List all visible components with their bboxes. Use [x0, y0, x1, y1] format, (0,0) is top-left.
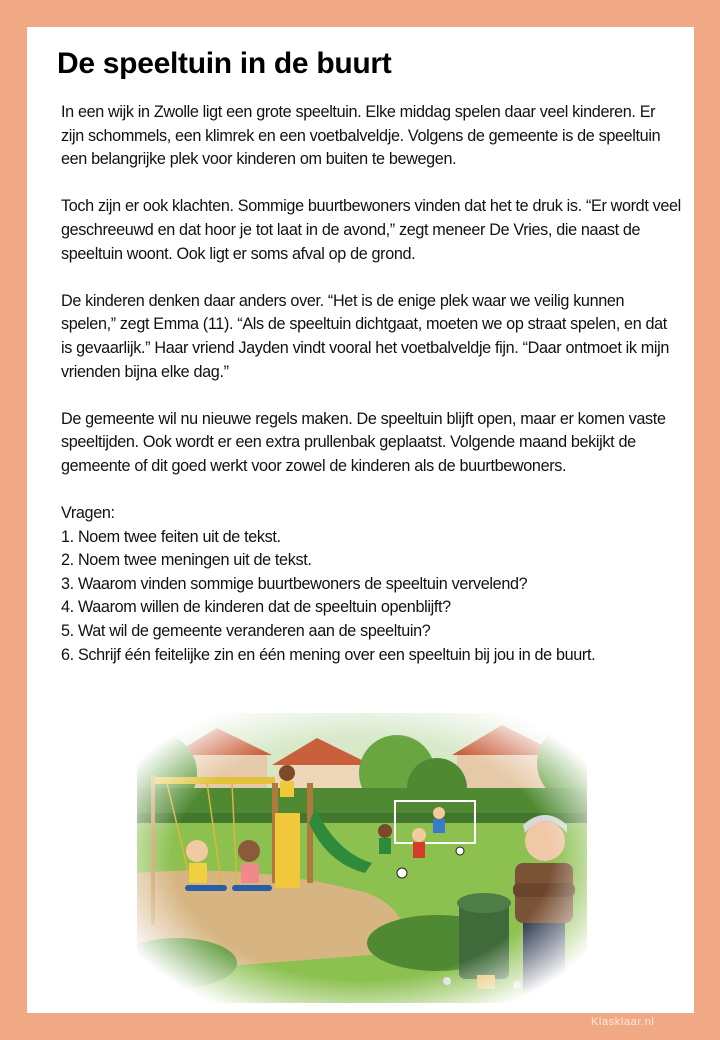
- paragraph-children: De kinderen denken daar anders over. “Het is de enige plek waar we veilig kunnen spelen,” zegt Emma (11). “Als de speeltuin dichtgaat, moeten we op straat spelen, en dat is gevaarlijk.” Haar vriend Jayden vindt vooral het voetbalveldje fijn. “Daar ontmoet ik mijn vrienden bijna elke dag.”: [61, 291, 670, 381]
- questions-heading: Vragen:: [61, 504, 115, 523]
- paragraph-intro: In een wijk in Zwolle ligt een grote speeltuin. Elke middag spelen daar veel kinderen. Er zijn schommels, een klimrek en een voetbalveldje. Volgens de gemeente is de speeltuin een belangrijke plek voor kinderen om buiten te bewegen.: [61, 103, 661, 169]
- worksheet-panel: [27, 27, 694, 1013]
- question-item: 2. Noem twee meningen uit de tekst.: [61, 551, 312, 570]
- brand-footer: Klasklaar.nl: [591, 1016, 655, 1028]
- question-item: 4. Waarom willen de kinderen dat de speeltuin openblijft?: [61, 598, 451, 617]
- question-item: 5. Wat wil de gemeente veranderen aan de speeltuin?: [61, 622, 431, 641]
- question-item: 1. Noem twee feiten uit de tekst.: [61, 527, 281, 546]
- vignette: [137, 713, 587, 1003]
- question-item: 6. Schrijf één feitelijke zin en één mening over een speeltuin bij jou in de buurt.: [61, 645, 596, 664]
- question-item: 3. Waarom vinden sommige buurtbewoners de speeltuin vervelend?: [61, 574, 528, 593]
- playground-illustration: [137, 713, 587, 1003]
- paragraph-complaints: Toch zijn er ook klachten. Sommige buurtbewoners vinden dat het te druk is. “Er wordt veel geschreeuwd en dat hoor je tot laat in de avond,” zegt meneer De Vries, die naast de speeltuin woont. Ook ligt er soms afval op de grond.: [61, 197, 681, 263]
- page-title: De speeltuin in de buurt: [57, 47, 392, 80]
- paragraph-municipality: De gemeente wil nu nieuwe regels maken. De speeltuin blijft open, maar er komen vaste speeltijden. Ook wordt er een extra prullenbak geplaatst. Volgende maand bekijkt de gemeente of dit goed werkt voor zowel de kinderen als de buurtbewoners.: [61, 409, 666, 475]
- questions-section: [61, 502, 681, 667]
- article-body: [61, 101, 681, 667]
